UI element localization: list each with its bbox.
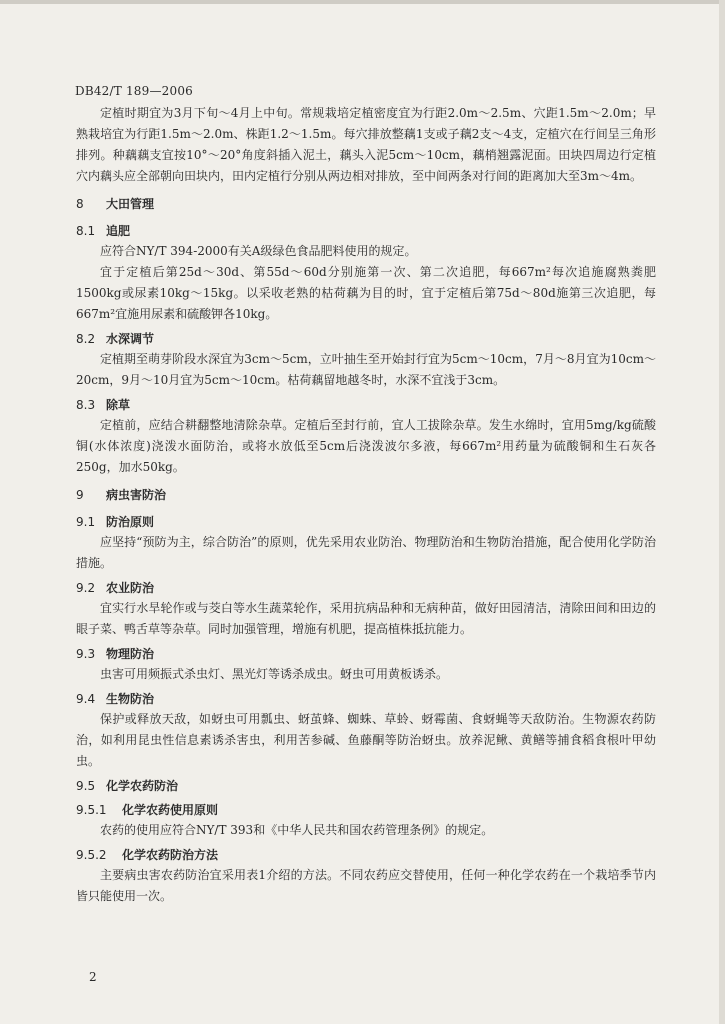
section-9-4-heading — [76, 689, 656, 709]
section-title: 化学农药使用原则 — [122, 803, 219, 817]
page-number: 2 — [89, 970, 97, 984]
paragraph: 定植前，应结合耕翻整地清除杂草。定植后至封行前，宜人工拔除杂草。发生水绵时，宜用5mg/kg硫酸铜(水体浓度)浇泼水面防治，或将水放低至5cm后浇泼波尔多液，每667m²用药量为硫酸铜和生石灰各250g，加水50kg。 — [76, 418, 656, 474]
document-code: DB42/T 189—2006 — [75, 84, 194, 98]
section-title: 除草 — [106, 398, 131, 412]
section-title: 病虫害防治 — [106, 488, 167, 502]
section-number: 8.3 — [76, 398, 96, 412]
section-number: 8.2 — [76, 332, 96, 346]
paragraph: 定植期至萌芽阶段水深宜为3cm～5cm，立叶抽生至开始封行宜为5cm～10cm，7月～8月宜为10cm～20cm，9月～10月宜为5cm～10cm。枯荷藕留地越冬时，水深不宜浅于3cm。 — [76, 352, 656, 387]
section-8-heading — [76, 194, 656, 215]
section-title: 大田管理 — [106, 197, 155, 211]
section-number: 9.4 — [76, 692, 96, 706]
section-number: 9.3 — [76, 647, 96, 661]
document-body — [76, 103, 656, 907]
section-title: 水深调节 — [106, 332, 155, 346]
section-8-1-heading — [76, 221, 656, 241]
paragraph: 主要病虫害农药防治宜采用表1介绍的方法。不同农药应交替使用，任何一种化学农药在一个栽培季节内皆只能使用一次。 — [76, 868, 656, 903]
scan-edge-top — [0, 0, 725, 4]
section-9-3-heading — [76, 644, 656, 664]
paragraph: 保护或释放天敌，如蚜虫可用瓢虫、蚜茧蜂、蜘蛛、草蛉、蚜霉菌、食蚜蝇等天敌防治。生物源农药防治，如利用昆虫性信息素诱杀害虫，利用苦参碱、鱼藤酮等防治蚜虫。放养泥鳅、黄鳝等捕食稻食根叶甲幼虫。 — [76, 712, 656, 768]
section-number: 9.5.2 — [76, 848, 107, 862]
section-8-3-heading — [76, 395, 656, 415]
section-9-heading — [76, 485, 656, 506]
section-number: 8 — [76, 197, 84, 211]
scan-edge-right — [719, 0, 725, 1024]
section-8-2-heading — [76, 329, 656, 349]
paragraph: 宜于定植后第25d～30d、第55d～60d分别施第一次、第二次追肥，每667m²每次追施腐熟粪肥1500kg或尿素10kg～15kg。以采收老熟的枯荷藕为目的时，宜于定植后第75d～80d施第三次追肥，每667m²宜施用尿素和硫酸钾各10kg。 — [76, 265, 656, 321]
section-title: 农业防治 — [106, 581, 155, 595]
section-title: 化学农药防治 — [106, 779, 179, 793]
section-number: 9.1 — [76, 515, 96, 529]
paragraph: 虫害可用频振式杀虫灯、黑光灯等诱杀成虫。蚜虫可用黄板诱杀。 — [100, 667, 449, 681]
section-9-5-1-heading — [76, 800, 656, 820]
section-9-2-heading — [76, 578, 656, 598]
section-number: 9.5.1 — [76, 803, 107, 817]
section-9-1-heading — [76, 512, 656, 532]
section-number: 9.5 — [76, 779, 96, 793]
section-number: 9.2 — [76, 581, 96, 595]
section-9-5-2-heading — [76, 845, 656, 865]
paragraph: 宜实行水旱轮作或与茭白等水生蔬菜轮作，采用抗病品种和无病种苗，做好田园清洁，清除田间和田边的眼子菜、鸭舌草等杂草。同时加强管理，增施有机肥，提高植株抵抗能力。 — [76, 601, 656, 636]
section-title: 生物防治 — [106, 692, 155, 706]
section-title: 化学农药防治方法 — [122, 848, 219, 862]
paragraph: 应符合NY/T 394-2000有关A级绿色食品肥料使用的规定。 — [100, 244, 417, 258]
section-title: 物理防治 — [106, 647, 155, 661]
section-number: 8.1 — [76, 224, 96, 238]
section-title: 防治原则 — [106, 515, 155, 529]
paragraph: 农药的使用应符合NY/T 393和《中华人民共和国农药管理条例》的规定。 — [100, 823, 494, 837]
intro-paragraph: 定植时期宜为3月下旬～4月上中旬。常规栽培定植密度宜为行距2.0m～2.5m、穴距1.5m～2.0m；早熟栽培宜为行距1.5m～2.0m、株距1.2～1.5m。每穴排放整藕1支或子藕2支～4支，定植穴在行间呈三角形排列。种藕藕支宜按10°～20°角度斜插入泥土，藕头入泥5cm～10cm，藕梢翘露泥面。田块四周边行定植穴内藕头应全部朝向田块内，田内定植行分别从两边相对排放，至中间两条对行间的距离加大至3m～4m。 — [76, 106, 656, 183]
paragraph: 应坚持“预防为主，综合防治”的原则，优先采用农业防治、物理防治和生物防治措施，配合使用化学防治措施。 — [76, 535, 656, 570]
section-title: 追肥 — [106, 224, 131, 238]
section-9-5-heading — [76, 776, 656, 796]
section-number: 9 — [76, 488, 84, 502]
